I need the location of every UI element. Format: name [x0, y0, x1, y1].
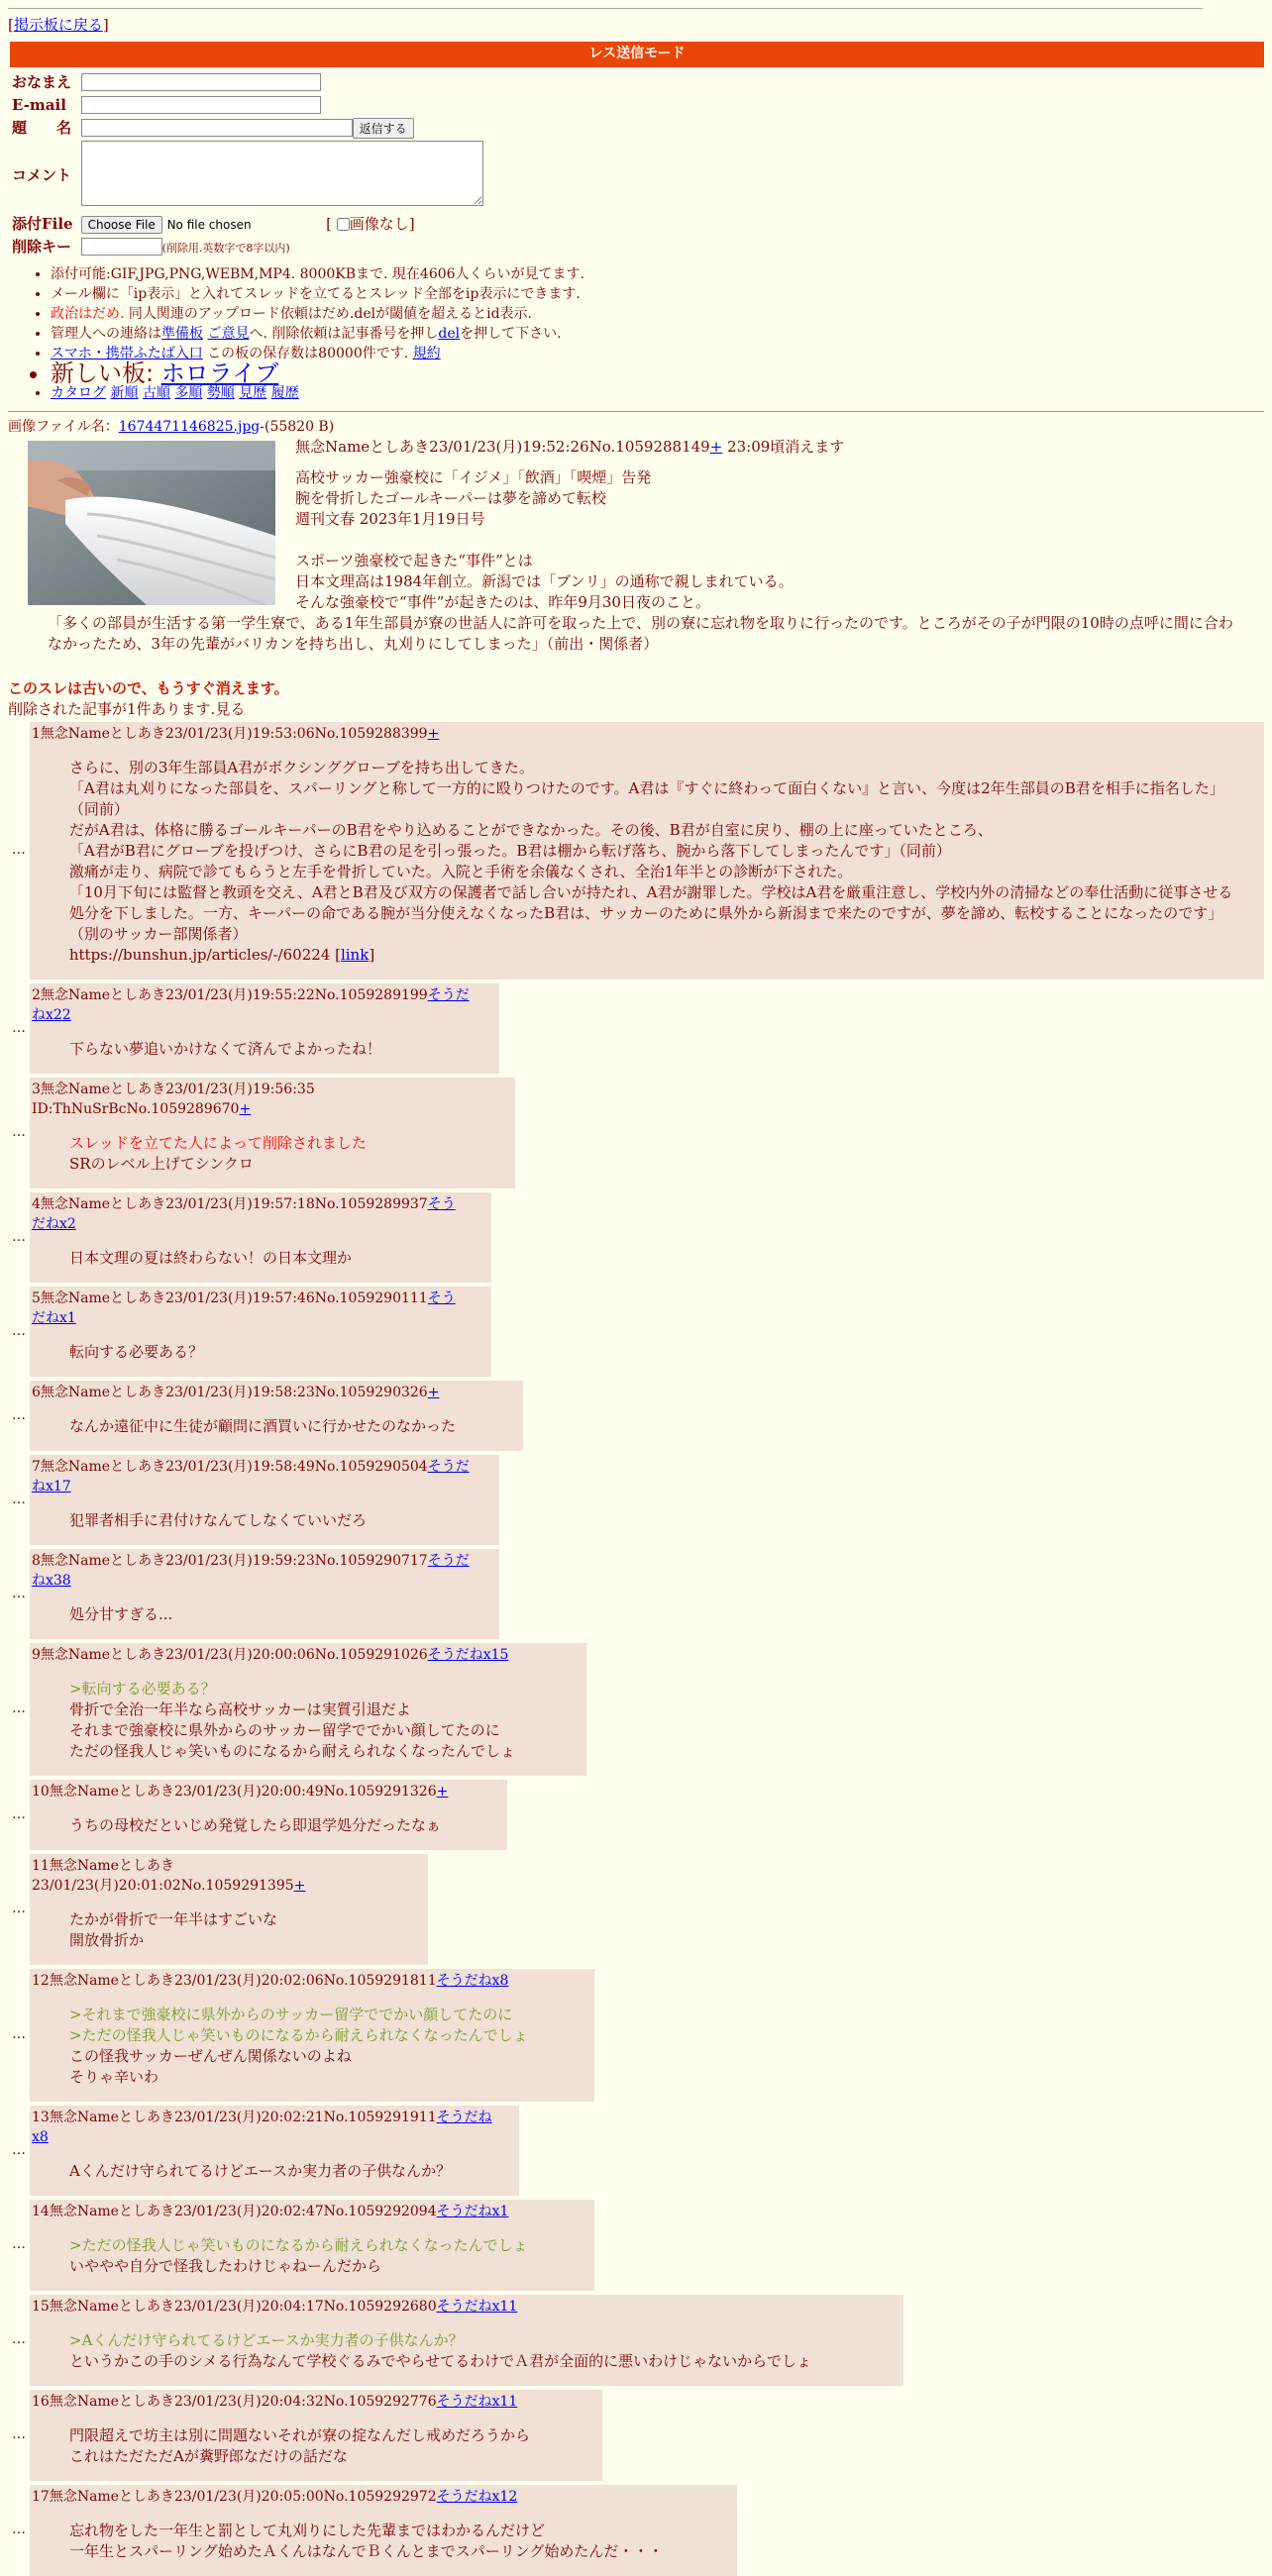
sort-many-link[interactable]: 多順 — [174, 384, 203, 401]
op-thumbnail[interactable] — [28, 441, 275, 605]
image-label: 画像ファイル名： — [8, 418, 119, 435]
reply-header-text: 3無念Nameとしあき23/01/23(月)19:56:35 ID:ThNuSrBcNo.1059289670 — [32, 1082, 315, 1118]
reply-dots: … — [12, 2236, 26, 2253]
reply-header — [32, 1782, 483, 1802]
reply-post — [30, 2485, 737, 2576]
source-link[interactable]: link — [340, 946, 370, 965]
reply-row — [8, 1381, 1264, 1451]
reply-line: 激痛が走り、病院で診てもらうと左手を骨折していた。入院と手術を余儀なくされ、全治1年半との診断が下された。 — [68, 863, 853, 881]
reply-header — [32, 2487, 713, 2507]
op-image-link[interactable]: 1674471146825.jpg — [118, 418, 261, 435]
rule-text: この板の保存数は80000件です. — [202, 345, 413, 361]
reply-row — [8, 1455, 1264, 1545]
reply-dots: … — [12, 1700, 26, 1717]
rule-text: 管理人への連絡は — [51, 325, 161, 342]
reply-row — [8, 1854, 1264, 1965]
new-board-prefix: 新しい板: — [51, 359, 161, 387]
reply-plus-link[interactable]: + — [239, 1101, 252, 1118]
reply-header — [32, 985, 476, 1025]
catalog-link[interactable]: カタログ — [51, 384, 106, 401]
rule-text: 同人関連のアップロード依頼はだめ.delが閾値を超えるとid表示. — [124, 305, 532, 322]
reply-dots: … — [12, 2522, 26, 2538]
reply-header — [32, 1971, 571, 1991]
reply-header — [32, 1457, 476, 1496]
op-text — [295, 437, 1246, 613]
reply-mode-bar: レス送信モード — [10, 42, 1264, 67]
rule-text: へ. 削除依頼は記事番号を押し — [249, 325, 439, 342]
reply-body — [69, 1815, 483, 1836]
politics-warning: 政治はだめ. — [51, 305, 125, 322]
soudane-link[interactable]: そうだねx38 — [32, 1553, 470, 1590]
prep-board-link[interactable]: 準備板 — [161, 325, 203, 342]
reply-line: いややや自分で怪我したわけじゃねーんだから — [69, 2257, 382, 2276]
reply-post — [30, 1287, 491, 1377]
reply-body — [69, 1039, 476, 1060]
reply-line: ただの怪我人じゃ笑いものになるから耐えられなくなったんでしょ — [69, 1742, 516, 1761]
reply-plus-link[interactable]: + — [436, 1784, 449, 1801]
reply-dots: … — [12, 1322, 26, 1339]
sort-nav — [51, 383, 1264, 403]
reply-header-text: 10無念Nameとしあき23/01/23(月)20:00:49No.1059291326 — [32, 1784, 437, 1801]
quote-line: >それまで強豪校に県外からのサッカー留学ででかい顔してたのに — [69, 2006, 513, 2024]
reply-post — [30, 1780, 507, 1850]
subject-label: 題 名 — [12, 118, 72, 137]
op-line: 週刊文春 2023年1月19日号 — [295, 510, 485, 529]
reply-header — [32, 1080, 491, 1119]
reply-post — [30, 2390, 602, 2481]
quote-line: >転向する必要ある？ — [69, 1680, 216, 1699]
reply-post — [30, 1643, 586, 1776]
op-line: 高校サッカー強豪校に「イジメ」「飲酒」「喫煙」告発 — [295, 468, 652, 487]
reply-row — [8, 2485, 1264, 2576]
reply-dots: … — [12, 2026, 26, 2043]
op-plus-link[interactable]: + — [709, 438, 723, 457]
quote-line: >ただの怪我人じゃ笑いものになるから耐えられなくなったんでしょ — [69, 2236, 528, 2255]
op-line — [295, 530, 1246, 551]
op-body — [295, 467, 1246, 613]
reply-row — [8, 2200, 1264, 2291]
reply-line: さらに、別の3年生部員A君がボクシンググローブを持ち出してきた。 — [68, 759, 534, 777]
reply-post — [30, 1381, 523, 1451]
reply-header — [32, 1288, 468, 1328]
reply-header-text: 13無念Nameとしあき23/01/23(月)20:02:21No.1059291911 — [32, 2110, 437, 2126]
reply-row — [8, 2106, 1264, 2196]
reply-body — [69, 1133, 491, 1175]
reply-header-text: 12無念Nameとしあき23/01/23(月)20:02:06No.1059291811 — [32, 1973, 437, 1990]
reply-post — [30, 1854, 428, 1965]
board-rules — [8, 264, 1264, 403]
reply-header — [32, 1383, 499, 1402]
sort-momentum-link[interactable]: 勢順 — [206, 384, 235, 401]
op-post — [8, 437, 1264, 672]
op-image-line — [8, 418, 1264, 438]
reply-line: Aくんだけ守られてるけどエースか実力者の子供なんか？ — [69, 2162, 452, 2181]
reply-line: 下らない夢追いかけなくて済んでよかったね！ — [69, 1040, 382, 1059]
subject-input[interactable] — [81, 119, 353, 137]
reply-body — [69, 758, 1240, 966]
soudane-link[interactable]: そうだねx2 — [32, 1196, 456, 1233]
reply-header-text: 11無念Nameとしあき23/01/23(月)20:01:02No.1059291395 — [32, 1858, 294, 1895]
reply-body — [69, 2161, 495, 2182]
op-header — [295, 437, 1246, 458]
reply-line: 門限超えで坊主は別に問題ないそれが寮の掟なんだし戒めだろうから — [69, 2426, 531, 2445]
soudane-link[interactable]: そうだねx22 — [32, 987, 470, 1024]
reply-line: 日本文理の夏は終わらない！の日本文理か — [69, 1249, 353, 1268]
noimage-checkbox[interactable] — [337, 218, 350, 231]
history-link[interactable]: 履歴 — [270, 384, 299, 401]
reply-header-text: 7無念Nameとしあき23/01/23(月)19:58:49No.1059290504 — [32, 1459, 428, 1476]
reply-body — [69, 1679, 563, 1762]
reply-body — [69, 1342, 468, 1363]
reply-body — [69, 2235, 571, 2277]
new-board-item — [51, 359, 1264, 387]
back-to-board-link[interactable]: 掲示板に戻る — [13, 16, 103, 34]
reply-dots: … — [11, 842, 26, 859]
op-expire: 23:09頃消えます — [722, 438, 845, 457]
reply-dots: … — [12, 2331, 26, 2348]
quote-line: >ただの怪我人じゃ笑いものになるから耐えられなくなったんでしょ — [69, 2026, 528, 2045]
soudane-link[interactable]: そうだねx11 — [436, 2299, 518, 2316]
reply-dots: … — [12, 1124, 26, 1141]
soudane-link[interactable]: そうだねx15 — [427, 1647, 509, 1664]
reply-post — [30, 2295, 903, 2386]
reply-line: スレッドを立てた人によって削除されました — [69, 1134, 367, 1153]
reply-header-text: 8無念Nameとしあき23/01/23(月)19:59:23No.1059290717 — [32, 1553, 428, 1570]
email-label: E-mail — [12, 95, 66, 114]
reply-line: この怪我サッカーぜんぜん関係ないのよね — [69, 2047, 352, 2066]
rule-item: • 添付可能:GIF,JPG,PNG,WEBM,MP4. 8000KBまで. 現在4606人くらいが見てます. — [51, 264, 1264, 284]
viewed-history-link[interactable]: 見歴 — [239, 384, 267, 401]
sort-new-link[interactable]: 新順 — [110, 384, 139, 401]
reply-post — [30, 2200, 594, 2291]
reply-header — [32, 2392, 579, 2412]
reply-dots: … — [12, 1406, 26, 1423]
reply-post — [30, 2106, 519, 2196]
soudane-link[interactable]: そうだねx1 — [436, 2204, 509, 2220]
reply-row — [8, 2295, 1264, 2386]
noimage-label: 画像なし — [349, 214, 409, 233]
reply-post — [30, 1455, 499, 1545]
reply-dots: … — [12, 1901, 26, 1917]
reply-line: 忘れ物をした一年生と罰として丸刈りにした先輩まではわかるんだけど — [69, 2522, 546, 2540]
reply-header-text: 2無念Nameとしあき23/01/23(月)19:55:22No.1059289199 — [32, 987, 428, 1004]
reply-line: これはただただAが糞野郎なだけの話だな — [69, 2447, 348, 2466]
image-size: -(55820 B) — [260, 418, 335, 435]
reply-line: なんか遠征中に生徒が顧問に酒買いに行かせたのなかった — [69, 1417, 457, 1436]
noimage-option: [ 画像なし] — [326, 214, 415, 233]
reply-body — [69, 1248, 468, 1269]
reply-line: そりゃ辛いわ — [69, 2068, 159, 2087]
reply-dots: … — [12, 1019, 26, 1036]
quote-line: >Aくんだけ守られてるけどエースか実力者の子供なんか？ — [69, 2331, 464, 2350]
reply-row — [8, 1078, 1264, 1188]
delkey-note: (削除用.英数字で8字以内) — [161, 241, 290, 255]
reply-dots: … — [12, 1805, 26, 1822]
reply-line: たかが骨折で一年半はすごいな — [69, 1910, 278, 1929]
op-line: 日本文理高は1984年創立。新潟では「ブンリ」の通称で親しまれている。 — [295, 572, 794, 591]
reply-dots: … — [12, 2426, 26, 2443]
reply-header-text: 14無念Nameとしあき23/01/23(月)20:02:47No.1059292094 — [32, 2204, 437, 2220]
reply-line: 骨折で全治一年半なら高校サッカーは実質引退だよ — [69, 1700, 411, 1719]
reply-row — [8, 2390, 1264, 2481]
reply-header — [32, 2108, 495, 2147]
reply-row — [8, 1192, 1264, 1283]
rule-item — [51, 304, 1264, 324]
reply-dots: … — [12, 1585, 26, 1601]
reply-header-text: 1無念Nameとしあき23/01/23(月)19:53:06No.1059288399 — [31, 726, 428, 743]
reply-line: 処分甘すぎる... — [69, 1605, 173, 1624]
file-status: No file chosen — [166, 217, 252, 232]
reply-form — [10, 71, 485, 258]
reply-plus-link[interactable]: + — [427, 726, 440, 743]
reply-post — [30, 1549, 499, 1639]
reply-line: 一年生とスパーリング始めたＡくんはなんでＢくんとまでスパーリング始めたんだ・・・ — [69, 2542, 664, 2561]
thread-divider — [8, 411, 1264, 412]
reply-body — [69, 1510, 476, 1531]
reply-header-text: 16無念Nameとしあき23/01/23(月)20:04:32No.1059292776 — [32, 2394, 437, 2411]
reply-line: 「A君がB君にグローブを投げつけ、さらにB君の足を引っ張った。B君は棚から転げ落ち、腕から落下してしまったんです」（同前） — [68, 842, 951, 861]
reply-line: 開放骨折か — [69, 1931, 145, 1950]
feedback-link[interactable]: ご意見 — [207, 325, 250, 342]
reply-header-text: 15無念Nameとしあき23/01/23(月)20:04:17No.1059292680 — [32, 2299, 437, 2316]
reply-row — [8, 1549, 1264, 1639]
op-continuation: 「多くの部員が生活する第一学生寮で、ある1年生部員が寮の世話人に許可を取った上で、別の寮に忘れ物を取りに行ったのです。ところがその子が門限の10時の点呼に間に合わなかったため、3年の先輩がバリカンを持ち出し、丸刈りにしてしまった」（前出・関係者） — [48, 614, 1233, 654]
reply-row — [8, 1780, 1264, 1850]
comment-textarea[interactable] — [81, 141, 483, 206]
del-link[interactable]: del — [438, 325, 461, 342]
deleted-note: 削除された記事が1件あります.見る — [8, 700, 246, 719]
reply-plus-link[interactable]: + — [293, 1878, 306, 1895]
reply-body — [69, 1416, 499, 1437]
reply-line: だがA君は、体格に勝るゴールキーパーのB君をやり込めることができなかった。その後、B君が自室に戻り、棚の上に座っていたところ、 — [68, 821, 993, 840]
reply-header — [32, 1856, 404, 1896]
reply-line: SRのレベル上げてシンクロ — [69, 1155, 254, 1174]
reply-dots: … — [12, 2141, 26, 2158]
old-thread-warning: このスレは古いので、もうすぐ消えます。 — [8, 679, 289, 698]
back-nav: [掲示板に戻る] — [8, 16, 109, 34]
reply-line: 犯罪者相手に君付けなんてしなくていいだろ — [69, 1511, 368, 1530]
soudane-link[interactable]: そうだねx11 — [436, 2394, 518, 2411]
reply-body — [69, 2330, 880, 2372]
delkey-label: 削除キー — [12, 237, 72, 256]
choose-file-button[interactable]: Choose File — [81, 216, 162, 234]
reply-line: 「10月下旬には監督と教頭を交え、A君とB君及び双方の保護者で話し合いが持たれ、A君が謝罪した。学校はA君を厳重注意し、学校内外の清掃などの奉仕活動に従事させる処分を下しました。一方、キーパーの命である腕が当分使えなくなったB君は、サッカーのために県外から新潟まで来たのですが、夢を諦め、転校することになったのです」（別のサッカー部関係者） — [68, 883, 1233, 944]
rule-item: • メール欄に「ip表示」と入れてスレッドを立てるとスレッド全部をip表示にできます. — [51, 284, 1264, 304]
reply-post — [30, 722, 1264, 979]
reply-line: というかこの手のシメる行為なんて学校ぐるみでやらせてるわけでＡ君が全面的に悪いわけじゃないからでしょ — [69, 2352, 811, 2371]
reply-body — [69, 1604, 476, 1625]
op-header-text: 無念Nameとしあき23/01/23(月)19:52:26No.1059288149 — [295, 438, 710, 457]
reply-row — [8, 983, 1264, 1074]
reply-header — [32, 1645, 563, 1665]
name-label: おなまえ — [12, 72, 72, 91]
reply-body — [69, 2425, 579, 2467]
soudane-link[interactable]: そうだねx8 — [436, 1973, 509, 1990]
reply-dots: … — [12, 1228, 26, 1245]
file-label: 添付File — [12, 214, 73, 233]
email-input[interactable] — [81, 96, 321, 114]
reply-header-text: 5無念Nameとしあき23/01/23(月)19:57:46No.1059290111 — [32, 1290, 428, 1307]
soudane-link[interactable]: そうだねx17 — [32, 1459, 470, 1495]
reply-header-text: 9無念Nameとしあき23/01/23(月)20:00:06No.1059291026 — [32, 1647, 428, 1664]
name-input[interactable] — [81, 73, 321, 91]
reply-header-text: 4無念Nameとしあき23/01/23(月)19:57:18No.1059289937 — [32, 1196, 428, 1213]
new-board-link[interactable]: ホロライブ — [160, 359, 279, 387]
reply-body — [69, 1909, 404, 1951]
source-link-line[interactable]: https://bunshun.jp/articles/-/60224 [link] — [68, 946, 375, 965]
reply-header-text: 17無念Nameとしあき23/01/23(月)20:05:00No.1059292972 — [32, 2489, 437, 2506]
reply-row — [8, 1643, 1264, 1776]
cast-arm-image — [28, 441, 275, 605]
reply-line: 転向する必要ある？ — [69, 1343, 204, 1362]
reply-row — [8, 1287, 1264, 1377]
reply-post — [30, 1192, 491, 1283]
comment-label: コメント — [12, 166, 72, 185]
reply-line: それまで強豪校に県外からのサッカー留学ででかい顔してたのに — [69, 1721, 500, 1740]
reply-body — [69, 2005, 571, 2088]
submit-reply-button[interactable]: 返信する — [353, 118, 414, 139]
mobile-entry-link[interactable]: スマホ・携帯ふたば入口 — [51, 345, 203, 361]
soudane-link[interactable]: そうだねx12 — [436, 2489, 518, 2506]
reply-header — [32, 2297, 880, 2317]
terms-link[interactable]: 規約 — [412, 345, 441, 361]
reply-post — [30, 983, 499, 1074]
op-line: 腕を骨折したゴールキーパーは夢を諦めて転校 — [295, 489, 606, 508]
reply-header — [32, 1551, 476, 1591]
reply-row — [8, 722, 1264, 979]
reply-row — [8, 1969, 1264, 2102]
reply-body — [69, 2521, 713, 2562]
sort-old-link[interactable]: 古順 — [142, 384, 170, 401]
reply-header — [32, 724, 1240, 744]
reply-header — [32, 2202, 571, 2221]
reply-post — [30, 1078, 515, 1188]
reply-header-text: 6無念Nameとしあき23/01/23(月)19:58:23No.1059290326 — [32, 1385, 428, 1401]
op-line: そんな強豪校で“事件”が起きたのは、昨年9月30日夜のこと。 — [295, 593, 710, 612]
delete-key-input[interactable] — [81, 238, 162, 256]
rule-item — [51, 324, 1264, 344]
reply-line: 「A君は丸刈りになった部員を、スパーリングと称して一方的に殴りつけたのです。A君は『すぐに終わって面白くない』と言い、今度は2年生部員のB君を相手に指名した」（同前） — [68, 779, 1224, 819]
reply-line: うちの母校だといじめ発覚したら即退学処分だったなぁ — [69, 1816, 442, 1835]
reply-post — [30, 1969, 594, 2102]
op-line: スポーツ強豪校で起きた“事件”とは — [295, 552, 533, 570]
reply-dots: … — [12, 1491, 26, 1507]
soudane-link[interactable]: そうだねx8 — [32, 2110, 492, 2146]
rule-text: を押して下さい. — [460, 325, 562, 342]
reply-header — [32, 1194, 468, 1234]
soudane-link[interactable]: そうだねx1 — [32, 1290, 456, 1327]
reply-list — [8, 722, 1264, 2576]
top-divider — [8, 8, 1203, 9]
reply-plus-link[interactable]: + — [427, 1385, 440, 1401]
